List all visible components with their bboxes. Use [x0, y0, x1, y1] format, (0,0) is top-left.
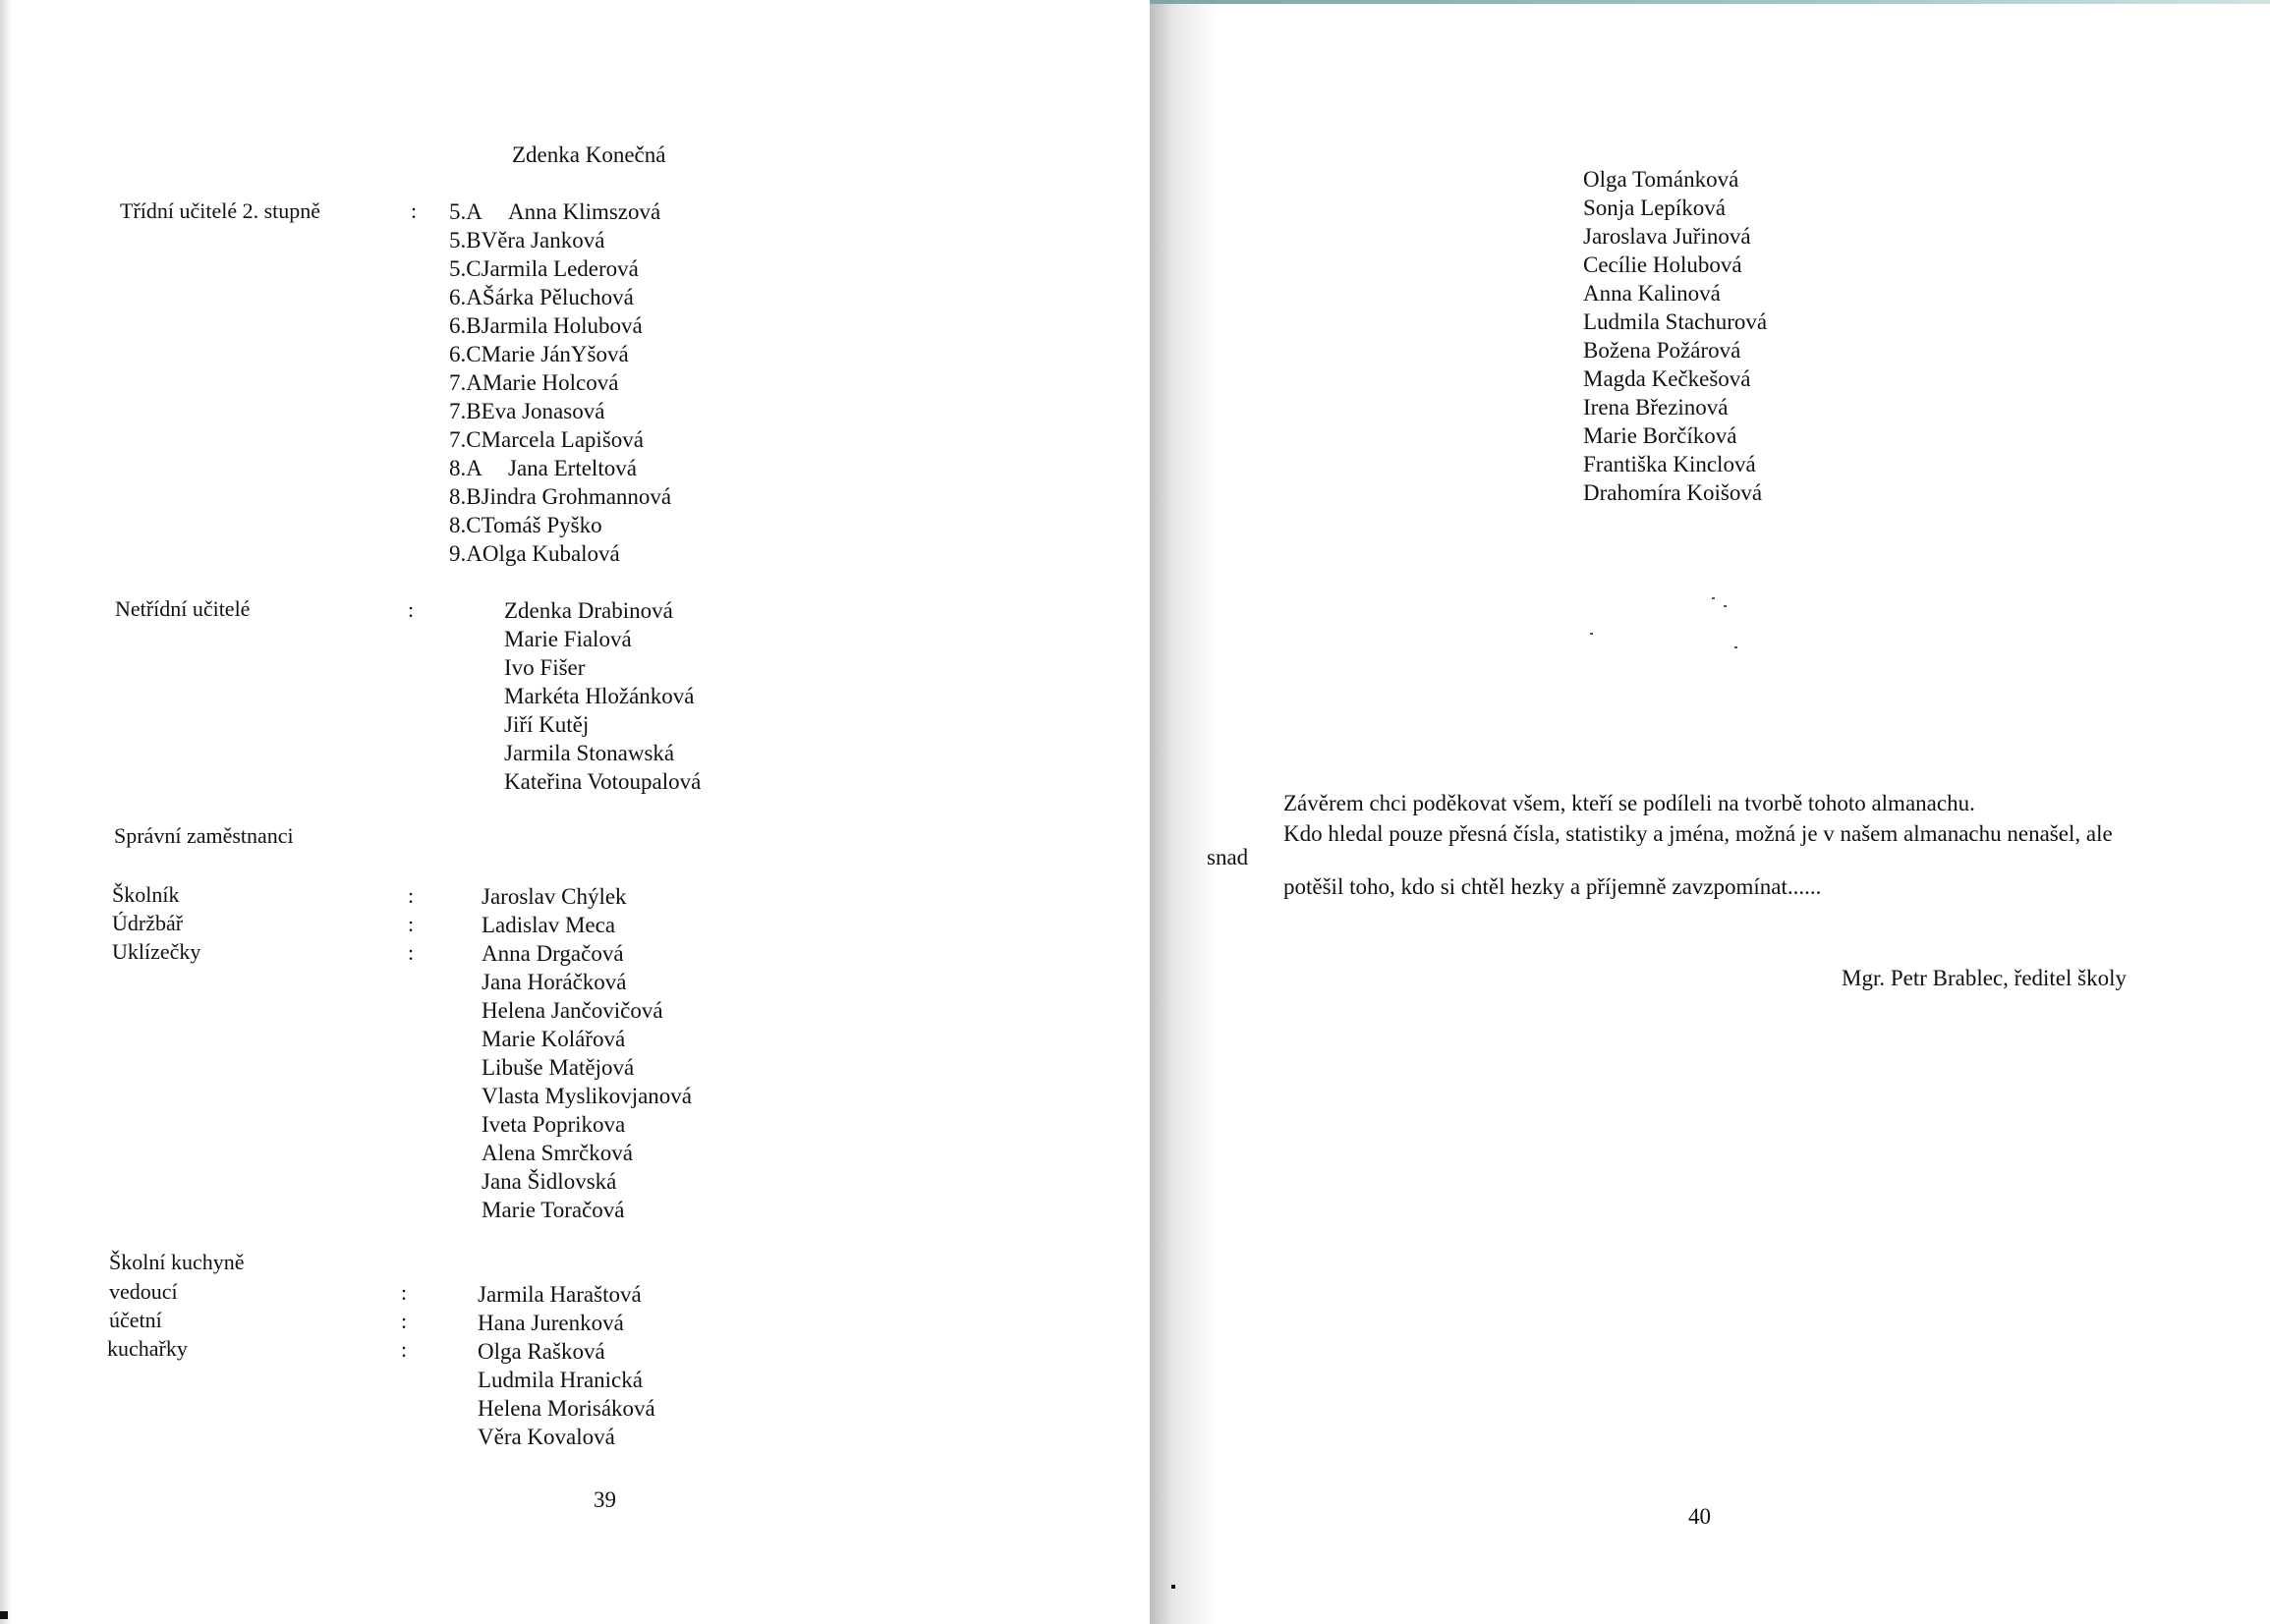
scan-mark	[0, 1611, 8, 1619]
list-item: Libuše Matějová	[482, 1055, 635, 1080]
signature: Mgr. Petr Brablec, ředitel školy	[1842, 966, 2127, 990]
list-item: 6.BJarmila Holubová	[449, 313, 643, 338]
list-item: Věra Kovalová	[478, 1425, 615, 1449]
list-item: Jaroslav Chýlek	[482, 884, 627, 909]
page-edge	[0, 0, 12, 1624]
list-item: 6.AŠárka Pěluchová	[449, 285, 634, 309]
page-number: 40	[1688, 1504, 1711, 1529]
list-item: 8.BJindra Grohmannová	[449, 484, 672, 509]
list-item: Zdenka Drabinová	[504, 598, 673, 623]
scan-speck	[1734, 646, 1737, 648]
list-item: Anna Kalinová	[1583, 281, 1721, 306]
list-item: Magda Kečkešová	[1583, 366, 1751, 391]
list-item: 9.AOlga Kubalová	[449, 541, 620, 566]
closing-line-1: Závěrem chci poděkovat všem, kteří se podíleli na tvorbě tohoto almanachu.	[1283, 791, 1975, 815]
list-item: Markéta Hložánková	[504, 684, 695, 708]
list-item: Helena Jančovičová	[482, 998, 663, 1023]
list-item: Alena Smrčková	[482, 1141, 633, 1165]
kitchen-label: Školní kuchyně	[109, 1250, 245, 1274]
list-item: Vlasta Myslikovjanová	[482, 1084, 692, 1108]
staff-names-list	[1583, 165, 1767, 507]
role-colon: :	[401, 1309, 408, 1333]
closing-line-2: Kdo hledal pouze přesná čísla, statistiky a jména, možná je v našem almanachu nenašel, ale	[1283, 821, 2113, 846]
scan-speck	[1712, 597, 1715, 599]
list-item: Marie Borčíková	[1583, 423, 1737, 448]
class-teachers-colon: :	[411, 198, 418, 223]
page-top-edge	[1150, 0, 2270, 4]
role-colon: :	[408, 912, 415, 936]
scan-speck	[1724, 605, 1727, 607]
kitchen-list	[478, 1280, 655, 1451]
list-item: Anna Drgačová	[482, 941, 624, 966]
list-item: Hana Jurenková	[478, 1311, 624, 1335]
list-item: 8.A Jana Erteltová	[449, 456, 637, 480]
gutter-shadow	[1150, 0, 1219, 1624]
list-item: Marie Kolářová	[482, 1027, 626, 1051]
scan-mark	[1171, 1585, 1175, 1589]
scan-speck	[1590, 633, 1593, 635]
list-item: Kateřina Votoupalová	[504, 769, 702, 794]
list-item: Helena Morisáková	[478, 1396, 655, 1421]
role-colon: :	[408, 940, 415, 965]
role-label-head: vedoucí	[109, 1279, 178, 1304]
list-item: Marie Fialová	[504, 627, 632, 651]
list-item: Františka Kinclová	[1583, 452, 1756, 476]
role-colon: :	[401, 1337, 408, 1362]
list-item: 5.BVěra Janková	[449, 228, 605, 252]
non-class-teachers-list	[504, 596, 701, 796]
admin-staff-list	[482, 882, 692, 1224]
list-item: Cecílie Holubová	[1583, 252, 1742, 277]
list-item: 5.A Anna Klimszová	[449, 199, 661, 224]
role-colon: :	[401, 1280, 408, 1305]
list-item: Jiří Kutěj	[504, 712, 590, 737]
list-item: Jana Horáčková	[482, 970, 627, 994]
list-item: Ivo Fišer	[504, 655, 586, 680]
list-item: Ludmila Stachurová	[1583, 309, 1768, 334]
right-page	[1150, 0, 2270, 1624]
non-class-teachers-colon: :	[408, 597, 415, 622]
list-item: Ladislav Meca	[482, 913, 616, 937]
class-teachers-list	[449, 197, 671, 568]
list-item: Jaroslava Juřinová	[1583, 224, 1751, 249]
list-item: 8.CTomáš Pyško	[449, 513, 602, 537]
non-class-teachers-label: Netřídní učitelé	[115, 596, 251, 621]
list-item: 7.AMarie Holcová	[449, 370, 619, 395]
list-item: Božena Požárová	[1583, 338, 1741, 363]
list-item: Jarmila Haraštová	[478, 1282, 642, 1307]
role-label-cleaners: Uklízečky	[112, 939, 201, 964]
list-item: Irena Březinová	[1583, 395, 1729, 420]
list-item: 6.CMarie JánYšová	[449, 342, 629, 366]
head-name: Zdenka Konečná	[512, 142, 666, 167]
closing-line-3: potěšil toho, kdo si chtěl hezky a příjemně zavzpomínat......	[1283, 874, 1822, 899]
list-item: Olga Tománková	[1583, 167, 1739, 192]
role-label-caretaker: Školník	[112, 882, 180, 907]
class-teachers-label: Třídní učitelé 2. stupně	[120, 198, 321, 223]
role-label-accountant: účetní	[109, 1308, 162, 1332]
list-item: Marie Toračová	[482, 1198, 625, 1222]
list-item: Sonja Lepíková	[1583, 196, 1726, 220]
list-item: Drahomíra Koišová	[1583, 480, 1763, 505]
list-item: 5.CJarmila Lederová	[449, 256, 639, 281]
list-item: 7.CMarcela Lapišová	[449, 427, 644, 452]
role-colon: :	[408, 883, 415, 908]
role-label-cooks: kuchařky	[107, 1336, 188, 1361]
list-item: Jarmila Stonawská	[504, 741, 675, 765]
role-label-maintenance: Údržbář	[112, 911, 184, 935]
list-item: Iveta Poprikova	[482, 1112, 626, 1137]
list-item: Olga Rašková	[478, 1339, 605, 1364]
admin-staff-label: Správní zaměstnanci	[114, 823, 294, 848]
list-item: Ludmila Hranická	[478, 1368, 643, 1392]
page-number: 39	[594, 1487, 616, 1512]
closing-line-2-continuation: snad	[1207, 845, 1249, 869]
list-item: Jana Šidlovská	[482, 1169, 617, 1194]
list-item: 7.BEva Jonasová	[449, 399, 605, 423]
